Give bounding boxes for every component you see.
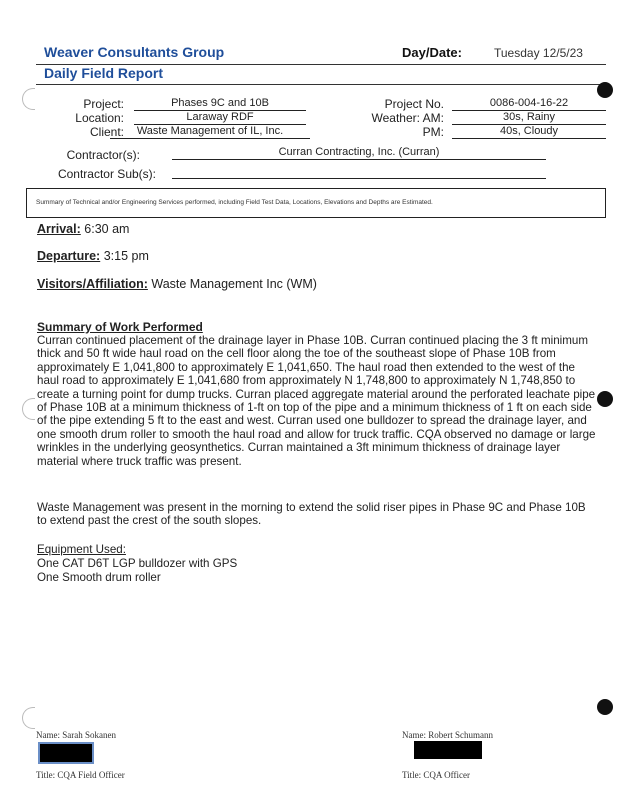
pm-label: PM: xyxy=(422,125,444,139)
work-paragraph-2: Waste Management was present in the morning to extend the solid riser pipes in Phase 9C and Phase 10B to extend past the crest of the south slopes. xyxy=(37,501,586,528)
binder-hole-icon xyxy=(597,391,613,407)
arrival-row xyxy=(37,222,129,236)
redacted-signature-right xyxy=(414,741,482,759)
project-label: Project: xyxy=(83,97,124,111)
ring-mark-icon xyxy=(22,707,35,729)
departure-label: Departure: xyxy=(37,249,101,263)
binder-hole-icon xyxy=(597,699,613,715)
departure-value: 3:15 pm xyxy=(103,249,149,263)
weather-am-value: 30s, Rainy xyxy=(452,110,606,125)
equipment-heading: Equipment Used: xyxy=(37,543,126,556)
header-divider-bottom xyxy=(36,84,606,85)
arrival-value: 6:30 am xyxy=(84,222,130,236)
client-label: Client: xyxy=(89,125,124,139)
binder-hole-icon xyxy=(597,82,613,98)
work-heading: Summary of Work Performed xyxy=(37,320,203,334)
project-no-value: 0086-004-16-22 xyxy=(452,96,606,111)
location-value: Laraway RDF xyxy=(134,110,306,125)
redacted-signature-left xyxy=(38,742,94,764)
right-signature-name: Name: Robert Schumann xyxy=(402,730,493,740)
pm-value: 40s, Cloudy xyxy=(452,124,606,139)
summary-box-text: Summary of Technical and/or Engineering Services performed, including Field Test Data, Locations, Elevations and Depths are Estimated. xyxy=(36,199,433,206)
ring-mark-icon xyxy=(22,398,35,420)
location-label: Location: xyxy=(75,111,124,125)
contractor-sub-value xyxy=(172,164,546,179)
weather-am-label: Weather: AM: xyxy=(371,111,444,125)
visitors-label: Visitors/Affiliation: xyxy=(37,277,148,291)
departure-row xyxy=(37,249,149,263)
work-heading-row xyxy=(37,320,203,334)
day-date-value: Tuesday 12/5/23 xyxy=(494,46,583,60)
work-paragraph-1: Curran continued placement of the drainage layer in Phase 10B. Curran continued placing the 3 ft minimum thick and 50 ft wide haul road on the cell floor along the toe of the southeast slope of Phase 10B from approximately E 1,041,800 to approximately E 1,041,650. The haul road then extended to the west of the haul road to approximately E 1,041,680 from approximately N 1,748,800 to approximately N 1,748,850 to create a turning point for dump trucks. Curran placed aggregate material around the perforated leachate pipe of Phase 10B at a minimum thickness of 1-ft on top of the pipe and a minimum thickness of 1 ft on each side of the pipe extending 5 ft to the east and west. Curran used one bulldozer to spread the drainage layer, and one smooth drum roller to smooth the haul road and allow for truck traffic. CQA observed no damage or large wrinkles in the underlying geosynthetics. Curran maintained a 3ft minimum thickness of drainage layer material where truck traffic was present. xyxy=(37,334,596,468)
left-signature-name: Name: Sarah Sokanen xyxy=(36,730,116,740)
ring-mark-icon xyxy=(22,88,35,110)
right-signature-title: Title: CQA Officer xyxy=(402,770,471,780)
day-date-label: Day/Date: xyxy=(402,45,462,60)
arrival-label: Arrival: xyxy=(37,222,81,236)
equipment-item: One Smooth drum roller xyxy=(37,571,161,584)
visitors-row xyxy=(37,277,317,291)
report-title: Daily Field Report xyxy=(44,65,164,81)
project-no-label: Project No. xyxy=(384,97,444,111)
project-value: Phases 9C and 10B xyxy=(134,96,306,111)
visitors-value: Waste Management Inc (WM) xyxy=(151,277,317,291)
equipment-item: One CAT D6T LGP bulldozer with GPS xyxy=(37,557,238,570)
left-signature-title: Title: CQA Field Officer xyxy=(36,770,125,780)
contractor-label: Contractor(s): xyxy=(66,148,140,162)
contractor-value: Curran Contracting, Inc. (Curran) xyxy=(172,145,546,160)
contractor-sub-label: Contractor Sub(s): xyxy=(57,167,156,181)
client-value: Waste Management of IL, Inc. xyxy=(110,124,310,139)
company-name: Weaver Consultants Group xyxy=(44,44,225,60)
